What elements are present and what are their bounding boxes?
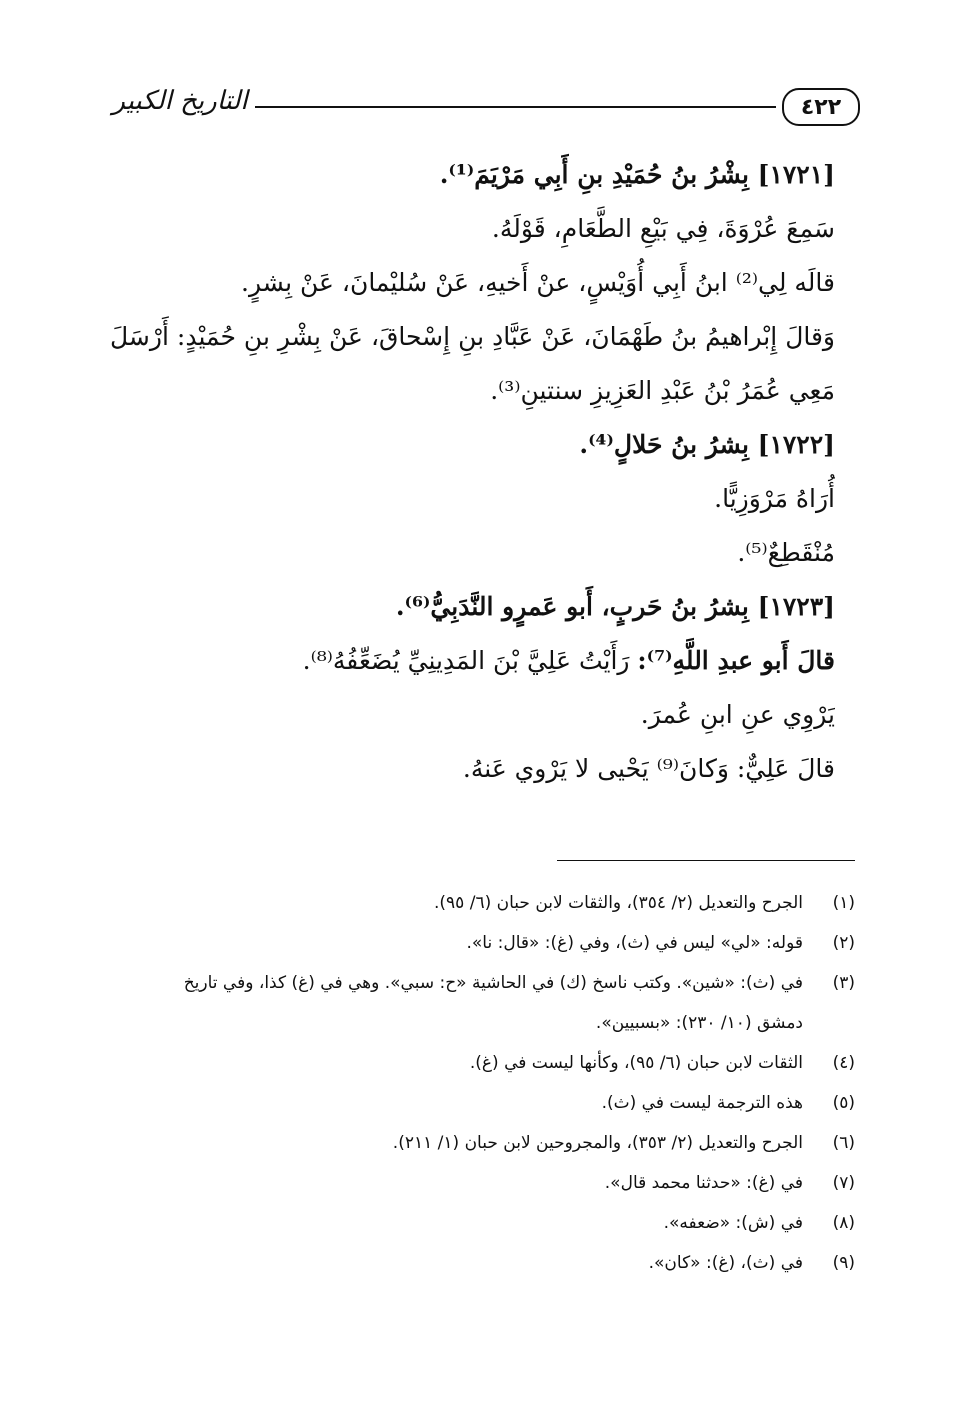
footnote-item	[110, 963, 855, 1003]
text-line: مَعِي عُمَرُ بْنُ عَبْدِ العَزِيزِ سنتينِ⁽³⁾.	[490, 376, 835, 405]
footnote-text: في (ث): «شين». وكتب ناسخ (ك) في الحاشية «ح: سبي». وهي في (غ) كذا، وفي تاريخ	[183, 973, 803, 993]
text-line: سَمِعَ عُرْوَةَ، فِي بَيْعِ الطَّعَامِ، قَوْلَهُ.	[491, 214, 835, 243]
footnote-text: الثقات لابن حبان (٦/ ٩٥)، وكأنها ليست في (غ).	[469, 1053, 803, 1073]
header-rule	[255, 106, 776, 108]
footnote-item	[110, 1203, 855, 1243]
text-line: قالَه لِي⁽²⁾ ابنُ أَبِي أُوَيْسٍ، عنْ أَخيهِ، عَنْ سُليْمانَ، عَنْ بِشرٍ.	[241, 268, 835, 297]
text-bold-span: قالَ أَبو عبدِ اللَّهِ⁽⁷⁾:	[637, 646, 835, 675]
footnote-text: دمشق (١٠/ ٢٣٠): «بسبيين».	[595, 1013, 803, 1033]
footnote-continuation	[110, 1003, 855, 1043]
footnote-number: (١)	[832, 893, 855, 913]
footnote-text: في (ش): «ضعفه».	[663, 1213, 803, 1233]
text-line: مُنْقَطِعٌ⁽⁵⁾.	[737, 538, 835, 567]
entry-1721-heading: [١٧٢١] بِشْرُ بنُ حُمَيْدِ بنِ أَبِي مَرْيَمَ⁽¹⁾.	[439, 160, 835, 189]
footnotes	[110, 883, 855, 1283]
footnote-number: (٢)	[832, 933, 855, 953]
footnote-item	[110, 923, 855, 963]
main-text	[110, 148, 835, 796]
text-line: أُرَاهُ مَرْوَزِيًّا.	[714, 484, 835, 513]
footnote-text: هذه الترجمة ليست في (ث).	[601, 1093, 803, 1113]
page-header	[110, 80, 860, 130]
footnote-number: (٤)	[832, 1053, 855, 1073]
footnote-text: قوله: «لي» ليس في (ث)، وفي (غ): «قال: نا».	[466, 933, 803, 953]
footnote-number: (٨)	[832, 1213, 855, 1233]
footnote-text: الجرح والتعديل (٢/ ٣٥٤)، والثقات لابن حبان (٦/ ٩٥).	[434, 893, 803, 913]
footnote-text: في (ث)، (غ): «كان».	[648, 1253, 803, 1273]
page-number-badge: ٤٢٢	[782, 88, 860, 126]
footnote-item	[110, 1163, 855, 1203]
entry-1722-heading: [١٧٢٢] بِشرُ بنُ حَلالٍ⁽⁴⁾.	[579, 430, 835, 459]
text-span: رَأَيْتُ عَلِيَّ بْنَ المَدِينِيِّ يُضَعِّفُهُ⁽⁸⁾.	[302, 646, 638, 675]
text-line	[110, 634, 835, 688]
footnote-text: في (غ): «حدثنا محمد قال».	[604, 1173, 803, 1193]
text-line: يَرْوِي عنِ ابنِ عُمرَ.	[640, 700, 835, 729]
footnote-number: (٥)	[832, 1093, 855, 1113]
entry-1723-heading: [١٧٢٣] بِشرُ بنُ حَربٍ، أَبو عَمرٍو النَّدَبِيُّ⁽⁶⁾.	[395, 592, 835, 621]
footnote-item	[110, 1043, 855, 1083]
footnote-item	[110, 1123, 855, 1163]
book-title: التاريخ الكبير	[112, 86, 248, 116]
text-line: قالَ عَلِيٌّ: وَكانَ⁽⁹⁾ يَحْيى لا يَرْوي عَنهُ.	[462, 754, 835, 783]
footnote-separator	[557, 860, 855, 861]
text-line: وَقالَ إِبْراهيمُ بنُ طَهْمَانَ، عَنْ عَبَّادِ بنِ إِسْحاقَ، عَنْ بِشْرِ بنِ حُمَيْدٍ: أَرْسَلَ	[110, 322, 835, 351]
footnote-number: (٩)	[832, 1253, 855, 1273]
footnote-item	[110, 883, 855, 923]
footnote-item	[110, 1083, 855, 1123]
footnote-number: (٣)	[832, 973, 855, 993]
footnote-item	[110, 1243, 855, 1283]
footnote-number: (٦)	[832, 1133, 855, 1153]
footnote-text: الجرح والتعديل (٢/ ٣٥٣)، والمجروحين لابن حبان (١/ ٢١١).	[392, 1133, 803, 1153]
footnote-number: (٧)	[832, 1173, 855, 1193]
